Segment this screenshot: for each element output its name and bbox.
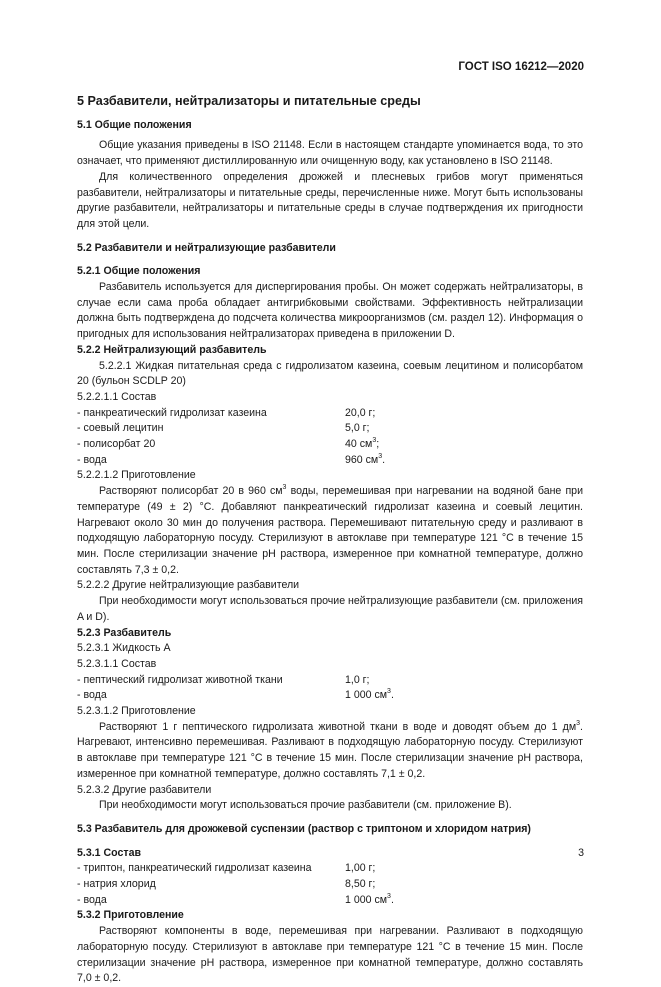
section-5-2-title: 5.2 Разбавители и нейтрализующие разбавители — [77, 241, 336, 254]
amount: 40 $см^3$; — [345, 437, 380, 451]
paragraph-5-2-3-1-2: Растворяют 1 г пептического гидролизата животной ткани в воде и доводят объем до 1 $дм^3$. Нагревают, интенсивно перемешивая. Разливают в подходящую лабораторную посуду. Стерилизуют в автоклаве при температуре 121 °С в течение 15 мин. После стерилизации значение pH раствора, измеренное при комнатной температуре, должно составлять 7,1 ± 0,2. — [77, 719, 583, 780]
ingredient: - полисорбат 20 — [77, 438, 156, 451]
section-5-1-title: 5.1 Общие положения — [77, 118, 192, 131]
subsection-5-2-2-1: 5.2.2.1 Жидкая питательная среда с гидролизатом казеина, соевым лецитином и полисорбатом 20 (бульон SCDLP 20) — [77, 359, 583, 388]
ingredient: - вода — [77, 453, 107, 466]
page-number: 3 — [578, 847, 584, 859]
paragraph-5-2-1: Разбавитель используется для диспергирования пробы. Он может содержать нейтрализаторы, в случае если сама проба обладает антигрибковыми свойствами. Эффективность нейтрализации должна быть подтверждена до подсчета количества микроорганизмов (см. раздел 12). Информация о пригодных для использования нейтрализаторах приведена в приложении D. — [77, 281, 583, 341]
ingredient: - триптон, панкреатический гидролизат казеина — [77, 862, 312, 875]
subsection-5-2-3-1-2: 5.2.3.1.2 Приготовление — [77, 705, 196, 718]
ingredient: - соевый лецитин — [77, 422, 164, 435]
composition-row — [77, 893, 583, 909]
amount: 1,00 г; — [345, 862, 376, 875]
document-id-header: ГОСТ ISO 16212—2020 — [458, 61, 584, 73]
section-5-3-2-title: 5.3.2 Приготовление — [77, 909, 184, 922]
subsection-5-2-3-1-1: 5.2.3.1.1 Состав — [77, 657, 157, 670]
composition-row — [77, 406, 583, 422]
amount: 1 000 $см^3$. — [345, 688, 394, 702]
section-5-2-2-title: 5.2.2 Нейтрализующий разбавитель — [77, 343, 267, 356]
paragraph-5-2-2-1-2: Растворяют полисорбат 20 в 960 $см^3$ воды, перемешивая при нагревании на водяной бане при температуре (49 ± 2) °С. Добавляют панкреатический гидролизат казеина и соевый лецитин. Нагревают около 30 мин до получения раствора. Перемешивают питательную среду и разливают в подходящую лабораторную посуду. Стерилизуют в автоклаве при температуре 121 °С в течение 15 мин. После стерилизации значение pH раствора, измеренное при комнатной температуре, должно составлять 7,3 ± 0,2. — [77, 484, 583, 576]
section-5-2-1-title: 5.2.1 Общие положения — [77, 265, 201, 278]
subsection-5-2-3-1: 5.2.3.1 Жидкость А — [77, 642, 171, 655]
amount: 8,50 г; — [345, 878, 376, 891]
composition-row — [77, 421, 583, 437]
paragraph-5-2-3-2: При необходимости могут использоваться прочие разбавители (см. приложение В). — [99, 799, 512, 812]
composition-row — [77, 688, 583, 704]
amount: 960 $см^3$. — [345, 452, 386, 466]
ingredient: - панкреатический гидролизат казеина — [77, 406, 267, 419]
section-5-3-title: 5.3 Разбавитель для дрожжевой суспензии (раствор с триптоном и хлоридом натрия) — [77, 822, 531, 835]
paragraph-5-3-2: Растворяют компоненты в воде, перемешивая при нагревании. Разливают в подходящую лабораторную посуду. Стерилизуют в автоклаве при температуре 121 °С в течение 15 мин. После стерилизации значение pH раствора, измеренное при комнатной температуре, должно составлять 7,0 ± 0,2. — [77, 925, 583, 985]
composition-list-1 — [77, 406, 583, 469]
paragraph-5-2-2-2: При необходимости могут использоваться прочие нейтрализующие разбавители (см. приложения A и D). — [77, 595, 583, 623]
subsection-5-2-2-1-1: 5.2.2.1.1 Состав — [77, 390, 157, 403]
paragraph-5-1-a: Общие указания приведены в ISO 21148. Если в настоящем стандарте упоминается вода, то это означает, что применяют дистиллированную или очищенную воду, как установлено в ISO 21148. — [77, 139, 583, 168]
subsection-5-2-2-2: 5.2.2.2 Другие нейтрализующие разбавители — [77, 579, 300, 592]
section-5-3-1-title: 5.3.1 Состав — [77, 846, 141, 859]
paragraph-5-1-b: Для количественного определения дрожжей и плесневых грибов могут применяться разбавители, нейтрализаторы и питательные среды, перечисленные ниже. Могут быть использованы другие разбавители, нейтрализаторы и питательные среды в случае подтверждения их пригодности для этой цели. — [77, 170, 583, 230]
page-content — [77, 94, 583, 987]
ingredient: - вода — [77, 689, 107, 702]
composition-list-3 — [77, 861, 583, 908]
amount: 20,0 г; — [345, 406, 376, 419]
subsection-5-2-2-1-2: 5.2.2.1.2 Приготовление — [77, 469, 196, 482]
composition-row — [77, 673, 583, 689]
composition-row — [77, 877, 583, 893]
composition-row — [77, 437, 583, 453]
ingredient: - вода — [77, 893, 107, 906]
section-5-title: 5 Разбавители, нейтрализаторы и питательные среды — [77, 94, 421, 108]
amount: 5,0 г; — [345, 422, 370, 435]
subsection-5-2-3-2: 5.2.3.2 Другие разбавители — [77, 783, 212, 796]
composition-row — [77, 861, 583, 877]
composition-list-2 — [77, 673, 583, 704]
ingredient: - натрия хлорид — [77, 878, 156, 891]
amount: 1 000 $см^3$. — [345, 892, 394, 906]
section-5-2-3-title: 5.2.3 Разбавитель — [77, 626, 172, 639]
amount: 1,0 г; — [345, 673, 370, 686]
ingredient: - пептический гидролизат животной ткани — [77, 673, 283, 686]
composition-row — [77, 453, 583, 469]
